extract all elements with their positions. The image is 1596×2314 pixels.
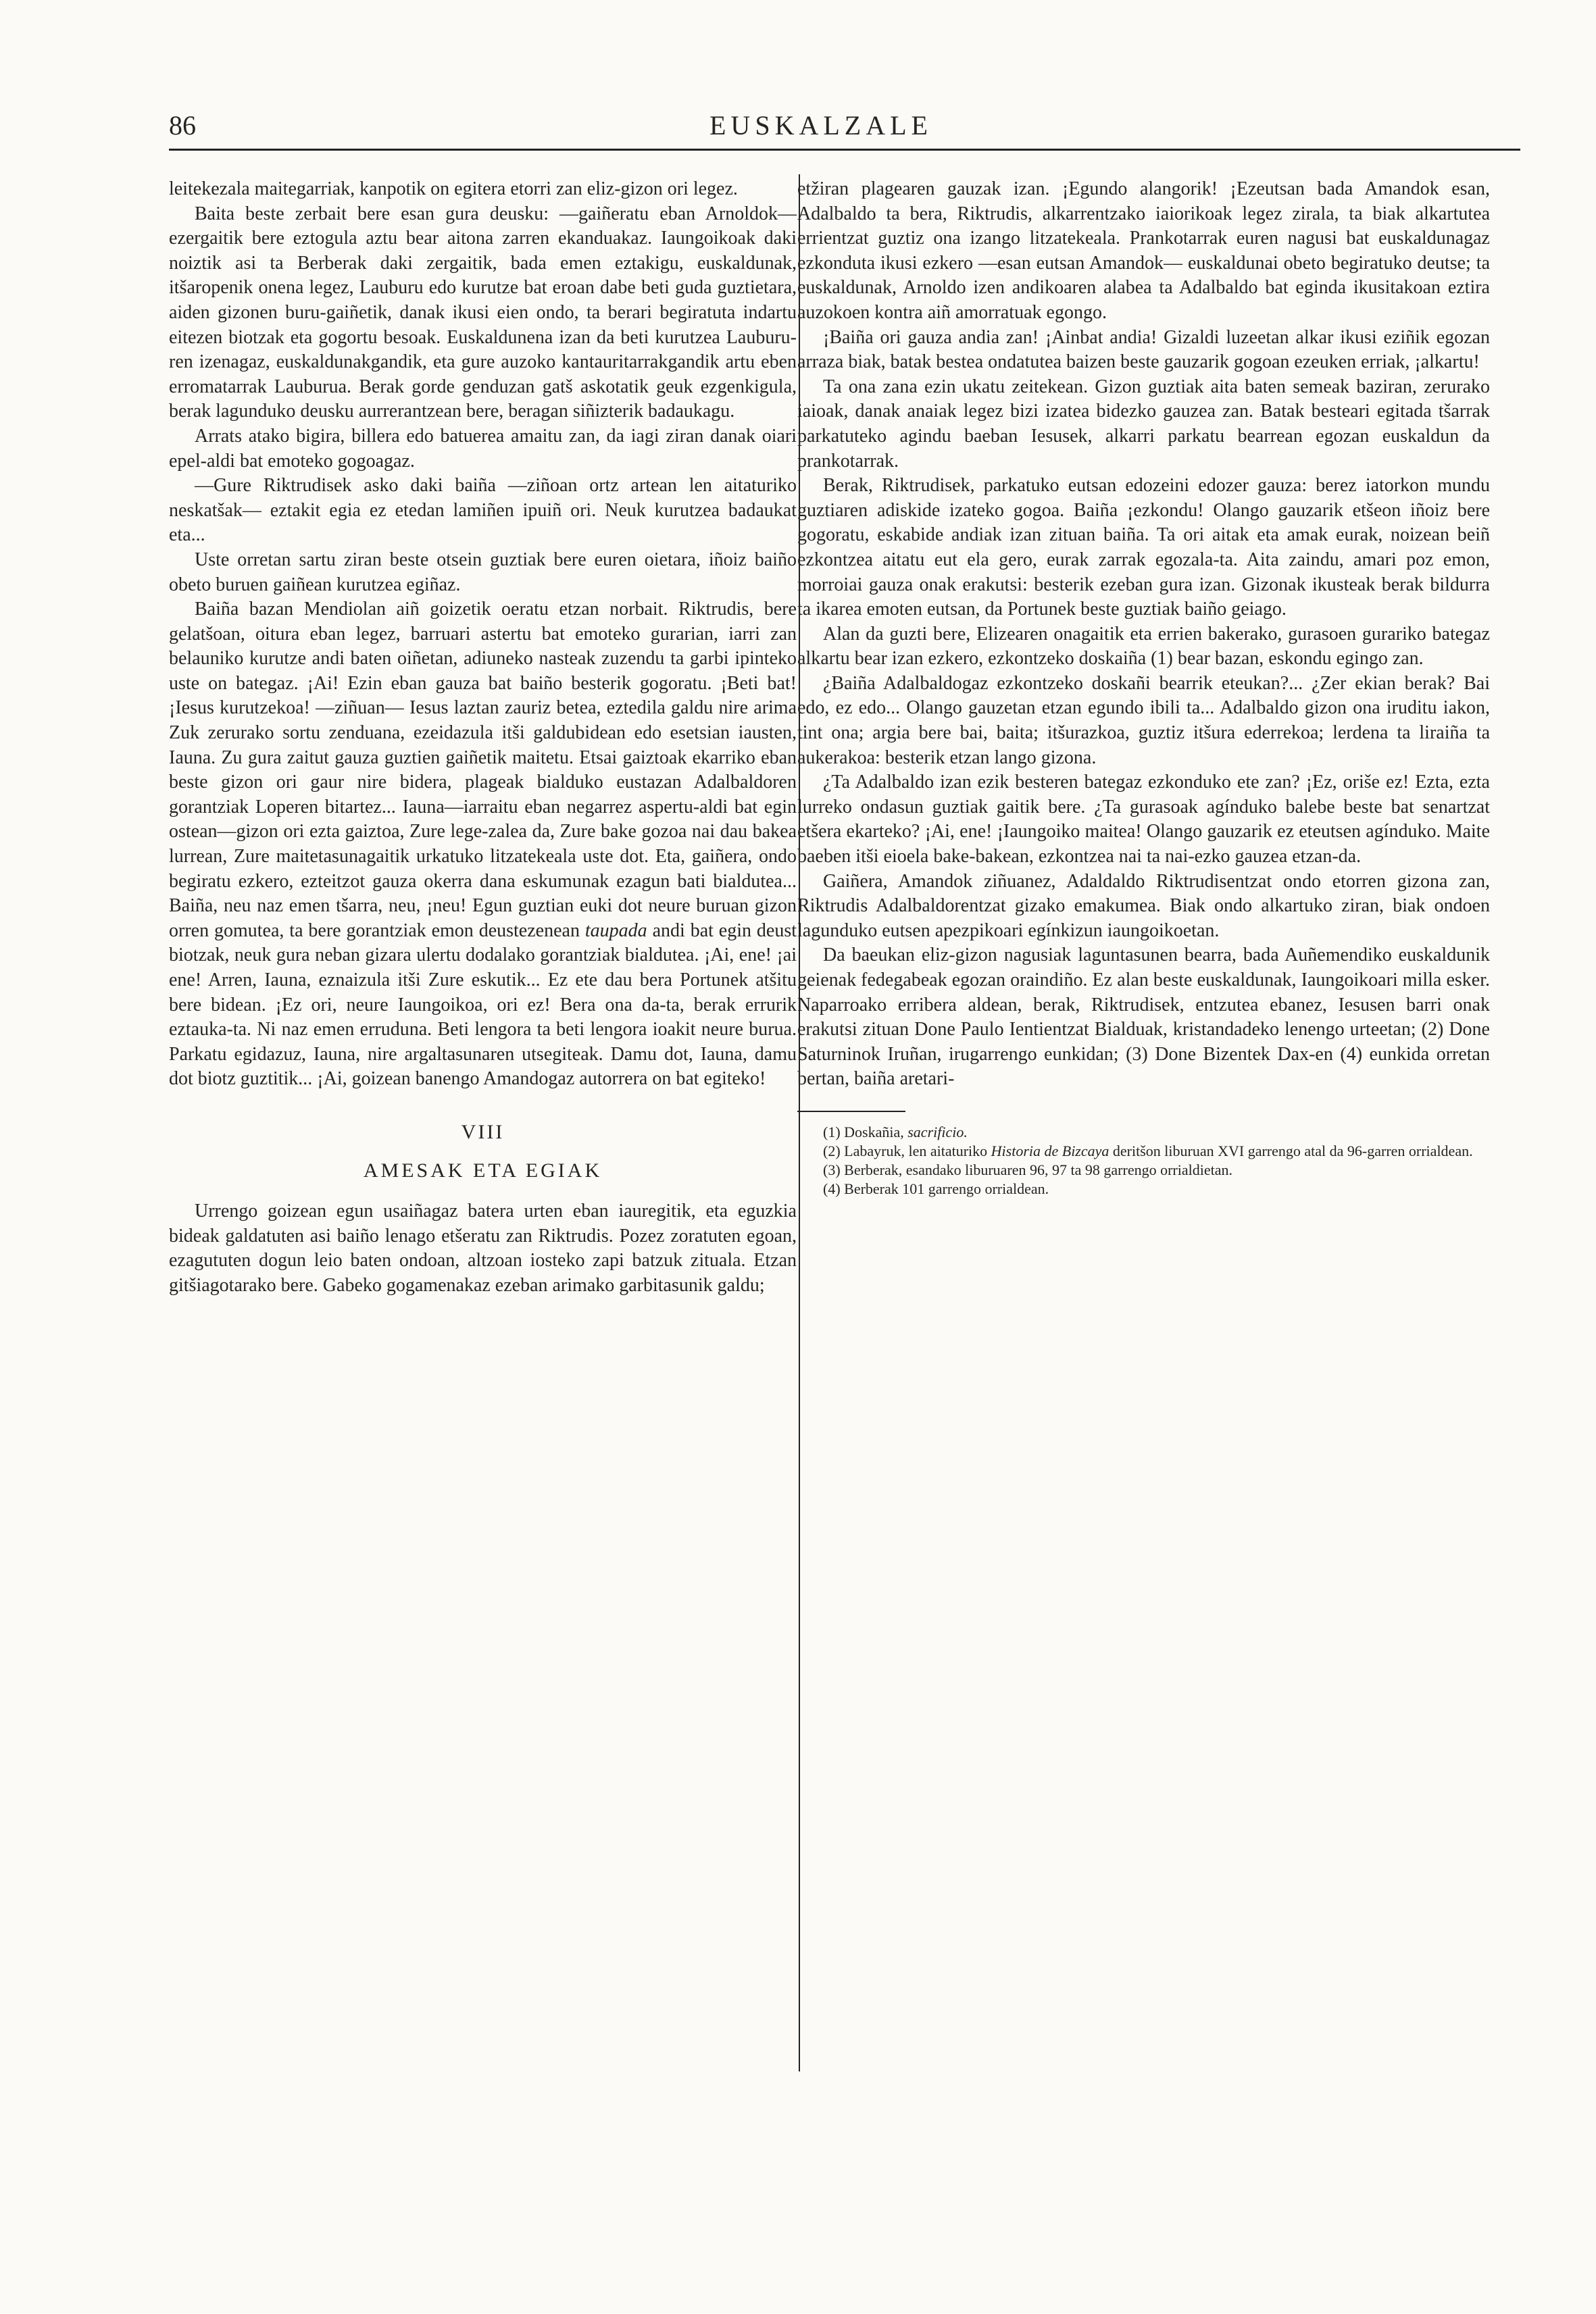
footnote-mark: (2)	[823, 1142, 841, 1159]
header-rule	[169, 149, 1520, 151]
paragraph: leitekezala maitegarriak, kanpotik on egitera etorri zan eliz-gizon ori legez.	[169, 178, 738, 199]
paragraph: Da baeukan eliz-gizon nagusiak laguntasunen bearra, bada Auñemendiko euskaldunik geienak fedegabeak egozan oraindiño. Ez alan beste euskaldunak, Iaungoikoari milla esker. Naparroako erribera aldean, berak, Riktrudisek, entzutea ebanez, Iesusen barri onak erakutsi zituan Done Paulo Ientientzat Bialduak, kristandadeko lenengo urteetan; (2) Done Saturninok Iruñan, irugarrengo eunkidan; (3) Done Bizentek Dax-en (4) eunkida orretan bertan, baiña aretari-	[797, 945, 1490, 1090]
right-column	[797, 177, 1490, 1199]
footnote-text: Berberak, esandako liburuaren 96, 97 ta 98 garrengo orrialdietan.	[844, 1161, 1232, 1178]
running-head: EUSKALZALE	[709, 110, 932, 141]
footnote-italic: sacrificio.	[907, 1123, 968, 1140]
page-header	[169, 101, 1520, 149]
footnote-italic: Historia de Bizcaya	[991, 1142, 1109, 1159]
footnote-mark: (3)	[823, 1161, 841, 1178]
footnote-text: Berberak 101 garrengo orrialdean.	[844, 1180, 1049, 1197]
paragraph: Berak, Riktrudisek, parkatuko eutsan edozeini edozer gauza: berez iatorkon mundu guztiaren adiskide izateko gogoa. Baiña ¡ezkondu! Olango gauzarik etšeon iñoiz bere gogoratu, eskabide andiak izan zituan baiña. Ta ori aitak eta amak eurak, noizean beiñ ezkontzea aitatu eut ela gero, eurak zarrak egozala-ta. Aita zaindu, amari poz emon, morroiai gauza onak erakutsi: besterik ezeban gura izan. Gizonak ikusteak berak bildurra ta ikarea emoten eutsan, da Portunek beste guztiak baiño geiago.	[797, 475, 1490, 620]
footnote-mark: (4)	[823, 1180, 841, 1197]
paragraph: ¿Ta Adalbaldo izan ezik besteren bategaz ezkonduko ete zan? ¡Ez, oriše ez! Ezta, ezta lurreko ondasun guztiak gaitik bere. ¿Ta gurasoak agínduko balebe beste bat senartzat etšera ekarteko? ¡Ai, ene! ¡Iaungoiko maitea! Olango gauzarik ez eteutsen agínduko. Maite baeben itši eioela bake-bakean, ezkontzea nai ta nai-ezko gauzea etzan-da.	[797, 772, 1490, 867]
page-number: 86	[169, 110, 196, 141]
footnote-text: Labayruk, len aitaturiko	[844, 1142, 988, 1159]
left-column	[169, 177, 797, 1299]
paragraph: Baita beste zerbait bere esan gura deusku: —gaiñeratu eban Arnoldok— ezergaitik bere eztogula aztu bear aitona zarren ekanduakaz. Iaungoikoak daki noiztik asi ta Berberak daki zergaitik, bada emen eztakigu, euskaldunak, itšaropenik onena legez, Lauburu edo kurutze bat eroan dabe beti guda guztietara, aiden gizonen buru-gaiñetik, danak ikusi eien ondo, ta berari begiratuta indartu eitezen biotzak eta gogortu besoak. Euskaldunena izan da beti kurutzea Lauburu-ren izenagaz, euskaldunakgandik, eta gure auzoko kantauritarrakgandik artu eben erromatarrak Lauburua. Berak gorde genduzan gatš askotatik geuk ezgenkigula, berak lagunduko deusku aurrerantzean bere, beragan siñizterik badaukagu.	[169, 203, 797, 422]
paragraph: Alan da guzti bere, Elizearen onagaitik eta errien bakerako, gurasoen gurariko bategaz alkartu bear izan ezkero, ezkontzeko doskaiña (1) bear bazan, eskondu egingo zan.	[797, 623, 1490, 670]
paragraph-text: Baiña bazan Mendiolan aiñ goizetik oeratu etzan norbait. Riktrudis, bere gelatšoan, oitura eban legez, barruari astertu bat emoteko gurarian, iarri zan belauniko kurutze andi baten oiñetan, adiuneko nasteak zuzendu ta garbi ipinteko uste on bategaz. ¡Ai! Ezin eban gauza bat baiño besterik gogoratu. ¡Beti bat! ¡Iesus kurutzekoa! —ziñuan— Iesus laztan zauriz betea, eztedila galdu nire arima Zuk zerurako sortu zenduana, ezeidazula itši galdubidean edo esetsian iausten, Iauna. Zu gura zaitut gauza guztien gaiñetik maitetu. Etsai gaiztoak ekarriko eban beste gizon ori gaur nire bidera, plageak bialduko eustazan Adalbaldoren gorantziak Loperen bitartez... Iauna—iarraitu eban negarrez aspertu-aldi bat egin ostean—gizon ori ezta gaiztoa, Zure lege-zalea da, Zure bake gozoa nai dau bakea lurrean, Zure maitetasunagaitik urkatuko litzatekeala uste dot. Eta, gaiñera, ondo begiratu ezkero, ezteitzot gauza okerra dana eskumunak ezagun bati bialdutea... Baiña, neu naz emen tšarra, neu, ¡neu! Egun guztian euki dot neure buruan gizon orren gomutea, ta bere gorantziak emon deustezenean	[169, 599, 797, 941]
paragraph: ¿Baiña Adalbaldogaz ezkontzeko doskañi bearrik eteukan?... ¿Zer ekian berak? Bai edo, ez edo... Olango gauzetan etzan egundo ibili ta... Adalbaldo gizon ona iruditu iakon, tint ona; argia bere bai, baita; itšurazkoa, guztiz itšura ederrekoa; lerdena ta liraiña ta aukerakoa: besterik etzan lango gizona.	[797, 672, 1490, 768]
paragraph: ¡Baiña ori gauza andia zan! ¡Ainbat andia! Gizaldi luzeetan alkar ikusi eziñik egozan arraza biak, batak bestea ondatutea baizen beste gauzarik gogoan ezeuken erriak, ¡alkartu!	[797, 326, 1490, 373]
footnote	[797, 1161, 1490, 1180]
footnote-text: deritšon liburuan XVI garrengo atal da 96-garren orrialdean.	[1112, 1142, 1473, 1159]
section-title: AMESAK ETA EGIAK	[363, 1159, 603, 1182]
paragraph: Urrengo goizean egun usaiñagaz batera urten eban iauregitik, eta eguzkia bideak galdatuten asi baiño lenago etšeratu zan Riktrudis. Pozez zoratuten egoan, ezagututen dogun leio baten ondoan, altzoan iosteko zapi batzuk zituala. Etzan gitšiagotarako bere. Gabeko gogamenakaz ezeban arimako garbitasunik galdu;	[169, 1201, 797, 1296]
paragraph: Uste orretan sartu ziran beste otsein guztiak bere euren oietara, iñoiz baiño obeto buruen gaiñean kurutzea egiñaz.	[169, 549, 797, 595]
paragraph: —Gure Riktrudisek asko daki baiña —ziñoan ortz artean len aitaturiko neskatšak— eztakit egia ez etedan lamiñen ipuiñ ori. Neuk kurutzea badaukat eta...	[169, 475, 797, 546]
paragraph-text: andi bat egin deust biotzak, neuk gura neban gizara ulertu dodalako gorantziak bialdutea. ¡Ai, ene! ¡ai ene! Arren, Iauna, eznaizula itši Zure eskutik... Ez ete dau bera Portunek atšitu bere bidean. ¡Ez ori, neure Iaungoikoa, ori ez! Bera ona da-ta, berak errurik eztauka-ta. Ni naz emen erruduna. Beti lengora ta beti lengora ioakit neure burua. Parkatu egidazuz, Iauna, nire argaltasunaren utsegiteak. Damu dot, Iauna, damu dot biotz guztitik... ¡Ai, goizean banengo Amandogaz autorrera on bat egiteko!	[169, 920, 797, 1090]
paragraph	[169, 597, 797, 1092]
paragraph: Ta ona zana ezin ukatu zeitekean. Gizon guztiak aita baten semeak baziran, zerurako iaioak, danak anaiak legez bizi izatea bidezko gauzea zan. Batak besteari egitada tšarrak parkatuteko agindu baeban Iesusek, alkarri parkatu bearrean egozan euskaldun da prankotarrak.	[797, 376, 1490, 472]
footnote-mark: (1)	[823, 1123, 841, 1140]
footnote-rule	[797, 1111, 905, 1112]
paragraph: Arrats atako bigira, billera edo batuerea amaitu zan, da iagi ziran danak oiari epel-aldi bat emoteko gogoagaz.	[169, 425, 797, 472]
section-number: VIII	[461, 1120, 505, 1143]
footnote	[797, 1142, 1490, 1161]
paragraph: etžiran plagearen gauzak izan. ¡Egundo alangorik! ¡Ezeutsan bada Amandok esan, Adalbaldo ta bera, Riktrudis, alkarrentzako iaiorikoak legez zirala, ta biak alkartutea errientzat guztiz ona izango litzatekeala. Prankotarrak euren nagusi bat euskaldunagaz ezkonduta ikusi ezkero —esan eutsan Amandok— euskaldunai obeto begiratuko deutse; ta euskaldunak, Arnoldo izen andikoaren alabea ta Adalbaldo bat egindа ikusitakoan eztira auzokoen kontra aiñ amorratuak egongo.	[797, 178, 1490, 323]
footnote-text: Doskañia,	[844, 1123, 904, 1140]
paragraph: Gaiñera, Amandok ziñuanez, Adaldaldo Riktrudisentzat ondo etorren gizona zan, Riktrudis Adalbaldorentzat gizako emakumea. Biak ondo alkartuko ziran, biak ondoen lagunduko eutsen apezpikoari egínkizun iaungoikoetan.	[797, 870, 1490, 941]
footnote	[797, 1180, 1490, 1199]
italic-phrase: taupada	[584, 920, 647, 941]
footnote	[797, 1123, 1490, 1142]
